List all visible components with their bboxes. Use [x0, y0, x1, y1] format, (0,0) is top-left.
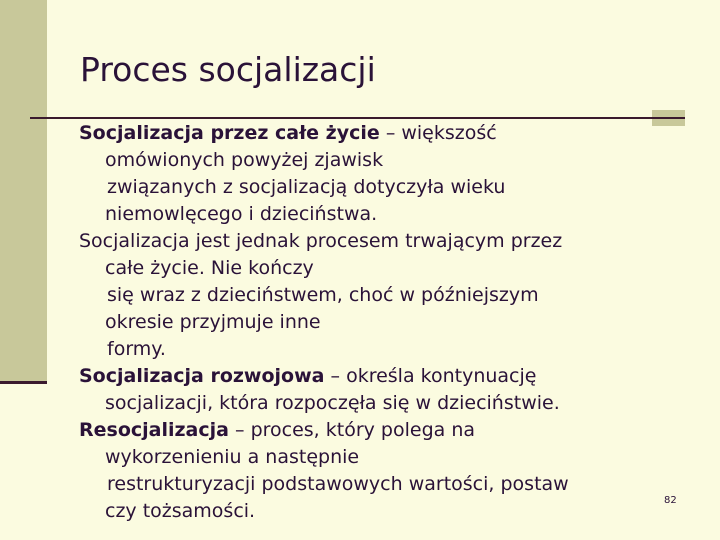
paragraph-2-line-3: się wraz z dzieciństwem, choć w późniejszym — [107, 284, 539, 306]
paragraph-4-line-4: czy tożsamości. — [105, 500, 256, 522]
paragraph-4-line-2: wykorzenieniu a następnie — [105, 446, 360, 468]
page-number: 82 — [664, 495, 677, 506]
paragraph-1-line-1 — [79, 120, 679, 147]
left-sidebar-divider — [0, 381, 47, 384]
left-sidebar-bar — [0, 0, 47, 382]
paragraph-1-line-2: omówionych powyżej zjawisk — [105, 149, 384, 171]
paragraph-3-line-2: socjalizacji, która rozpoczęła się w dzieciństwie. — [105, 392, 560, 414]
paragraph-3-text: – określa kontynuację — [324, 365, 537, 387]
paragraph-2-line-4: okresie przyjmuje inne — [105, 311, 321, 333]
paragraph-4-line-3: restrukturyzacji podstawowych wartości, postaw — [107, 473, 569, 495]
paragraph-3-line-1 — [79, 363, 679, 390]
paragraph-1-line-3: związanych z socjalizacją dotyczyła wieku — [107, 176, 506, 198]
slide-title: Proces socjalizacji — [80, 50, 376, 89]
term-resocialization: Resocjalizacja — [79, 419, 229, 441]
paragraph-2-line-2: całe życie. Nie kończy — [105, 257, 314, 279]
paragraph-2-line-5: formy. — [107, 338, 166, 360]
paragraph-4-line-1 — [79, 417, 679, 444]
paragraph-1-text: – większość — [379, 122, 497, 144]
paragraph-2-line-1: Socjalizacja jest jednak procesem trwającym przez — [79, 230, 563, 252]
term-developmental-socialization: Socjalizacja rozwojowa — [79, 365, 325, 387]
title-rule — [30, 117, 685, 119]
paragraph-1-line-4: niemowlęcego i dzieciństwa. — [105, 203, 378, 225]
paragraph-4-text: – proces, który polega na — [228, 419, 476, 441]
slide-body — [79, 120, 679, 525]
term-lifelong-socialization: Socjalizacja przez całe życie — [79, 122, 380, 144]
